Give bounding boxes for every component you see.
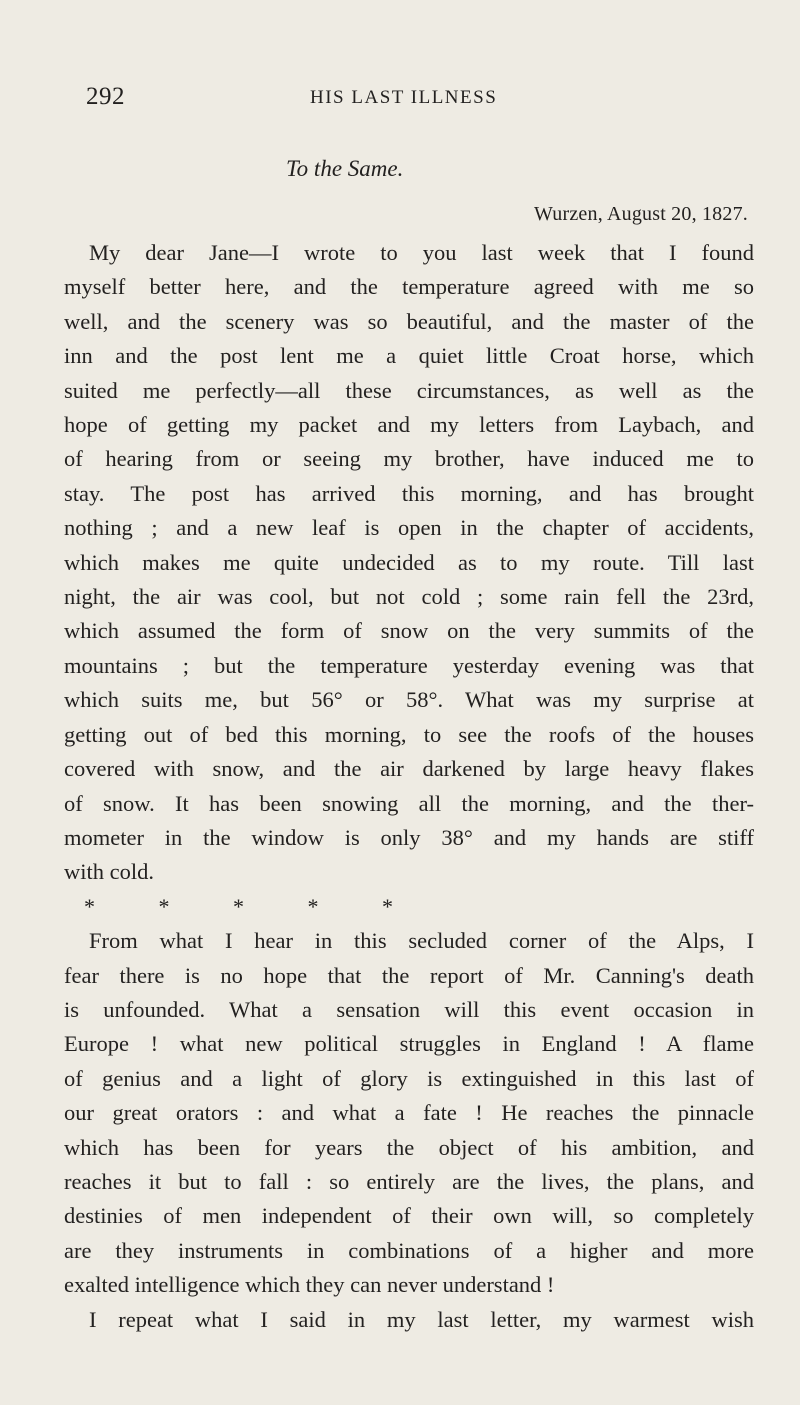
section-break-asterisks: * * * * *: [84, 893, 393, 919]
letter-heading: To the Same.: [286, 156, 404, 181]
page-number: 292: [86, 83, 125, 110]
text-line: is unfounded. What a sensation will this event occasion in: [64, 996, 754, 1022]
text-line: which makes me quite undecided as to my route. Till last: [64, 549, 754, 575]
running-head-title: HIS LAST ILLNESS: [310, 87, 498, 108]
text-line: which has been for years the object of his ambition, and: [64, 1134, 754, 1160]
text-line: are they instruments in combinations of a higher and more: [64, 1237, 754, 1263]
text-line: of snow. It has been snowing all the morning, and the ther-: [64, 790, 754, 816]
text-line: suited me perfectly—all these circumstances, as well as the: [64, 377, 754, 403]
text-line: of genius and a light of glory is extinguished in this last of: [64, 1065, 754, 1091]
text-line: fear there is no hope that the report of Mr. Canning's death: [64, 962, 754, 988]
text-line: I repeat what I said in my last letter, my warmest wish: [89, 1306, 754, 1332]
text-line: destinies of men independent of their own will, so completely: [64, 1203, 754, 1229]
text-line: inn and the post lent me a quiet little Croat horse, which: [64, 343, 754, 369]
letter-body: [64, 236, 754, 1337]
text-line: nothing ; and a new leaf is open in the chapter of accidents,: [64, 515, 754, 541]
letter-dateline: Wurzen, August 20, 1827.: [534, 203, 748, 225]
text-line: From what I hear in this secluded corner of the Alps, I: [89, 928, 754, 954]
text-line: which assumed the form of snow on the very summits of the: [64, 618, 754, 644]
text-line: My dear Jane—I wrote to you last week that I found: [89, 240, 754, 265]
text-line: mometer in the window is only 38° and my hands are stiff: [64, 824, 754, 850]
text-line: which suits me, but 56° or 58°. What was my surprise at: [64, 687, 754, 713]
text-line: reaches it but to fall : so entirely are the lives, the plans, and: [64, 1168, 754, 1194]
text-line: stay. The post has arrived this morning, and has brought: [64, 480, 754, 506]
text-line: night, the air was cool, but not cold ; some rain fell the 23rd,: [64, 584, 754, 610]
text-line: covered with snow, and the air darkened by large heavy flakes: [64, 756, 754, 782]
text-line: with cold.: [64, 859, 154, 885]
text-line: our great orators : and what a fate ! He reaches the pinnacle: [64, 1100, 754, 1126]
text-line: of hearing from or seeing my brother, have induced me to: [64, 446, 754, 472]
text-line: hope of getting my packet and my letters from Laybach, and: [64, 412, 754, 438]
text-line: exalted intelligence which they can never understand !: [64, 1272, 555, 1298]
text-line: mountains ; but the temperature yesterday evening was that: [64, 652, 754, 678]
text-line: well, and the scenery was so beautiful, and the master of the: [64, 308, 754, 334]
running-head: [86, 83, 746, 113]
text-line: getting out of bed this morning, to see the roofs of the houses: [64, 721, 754, 747]
text-line: myself better here, and the temperature agreed with me so: [64, 274, 754, 300]
text-line: Europe ! what new political struggles in England ! A flame: [64, 1031, 754, 1057]
